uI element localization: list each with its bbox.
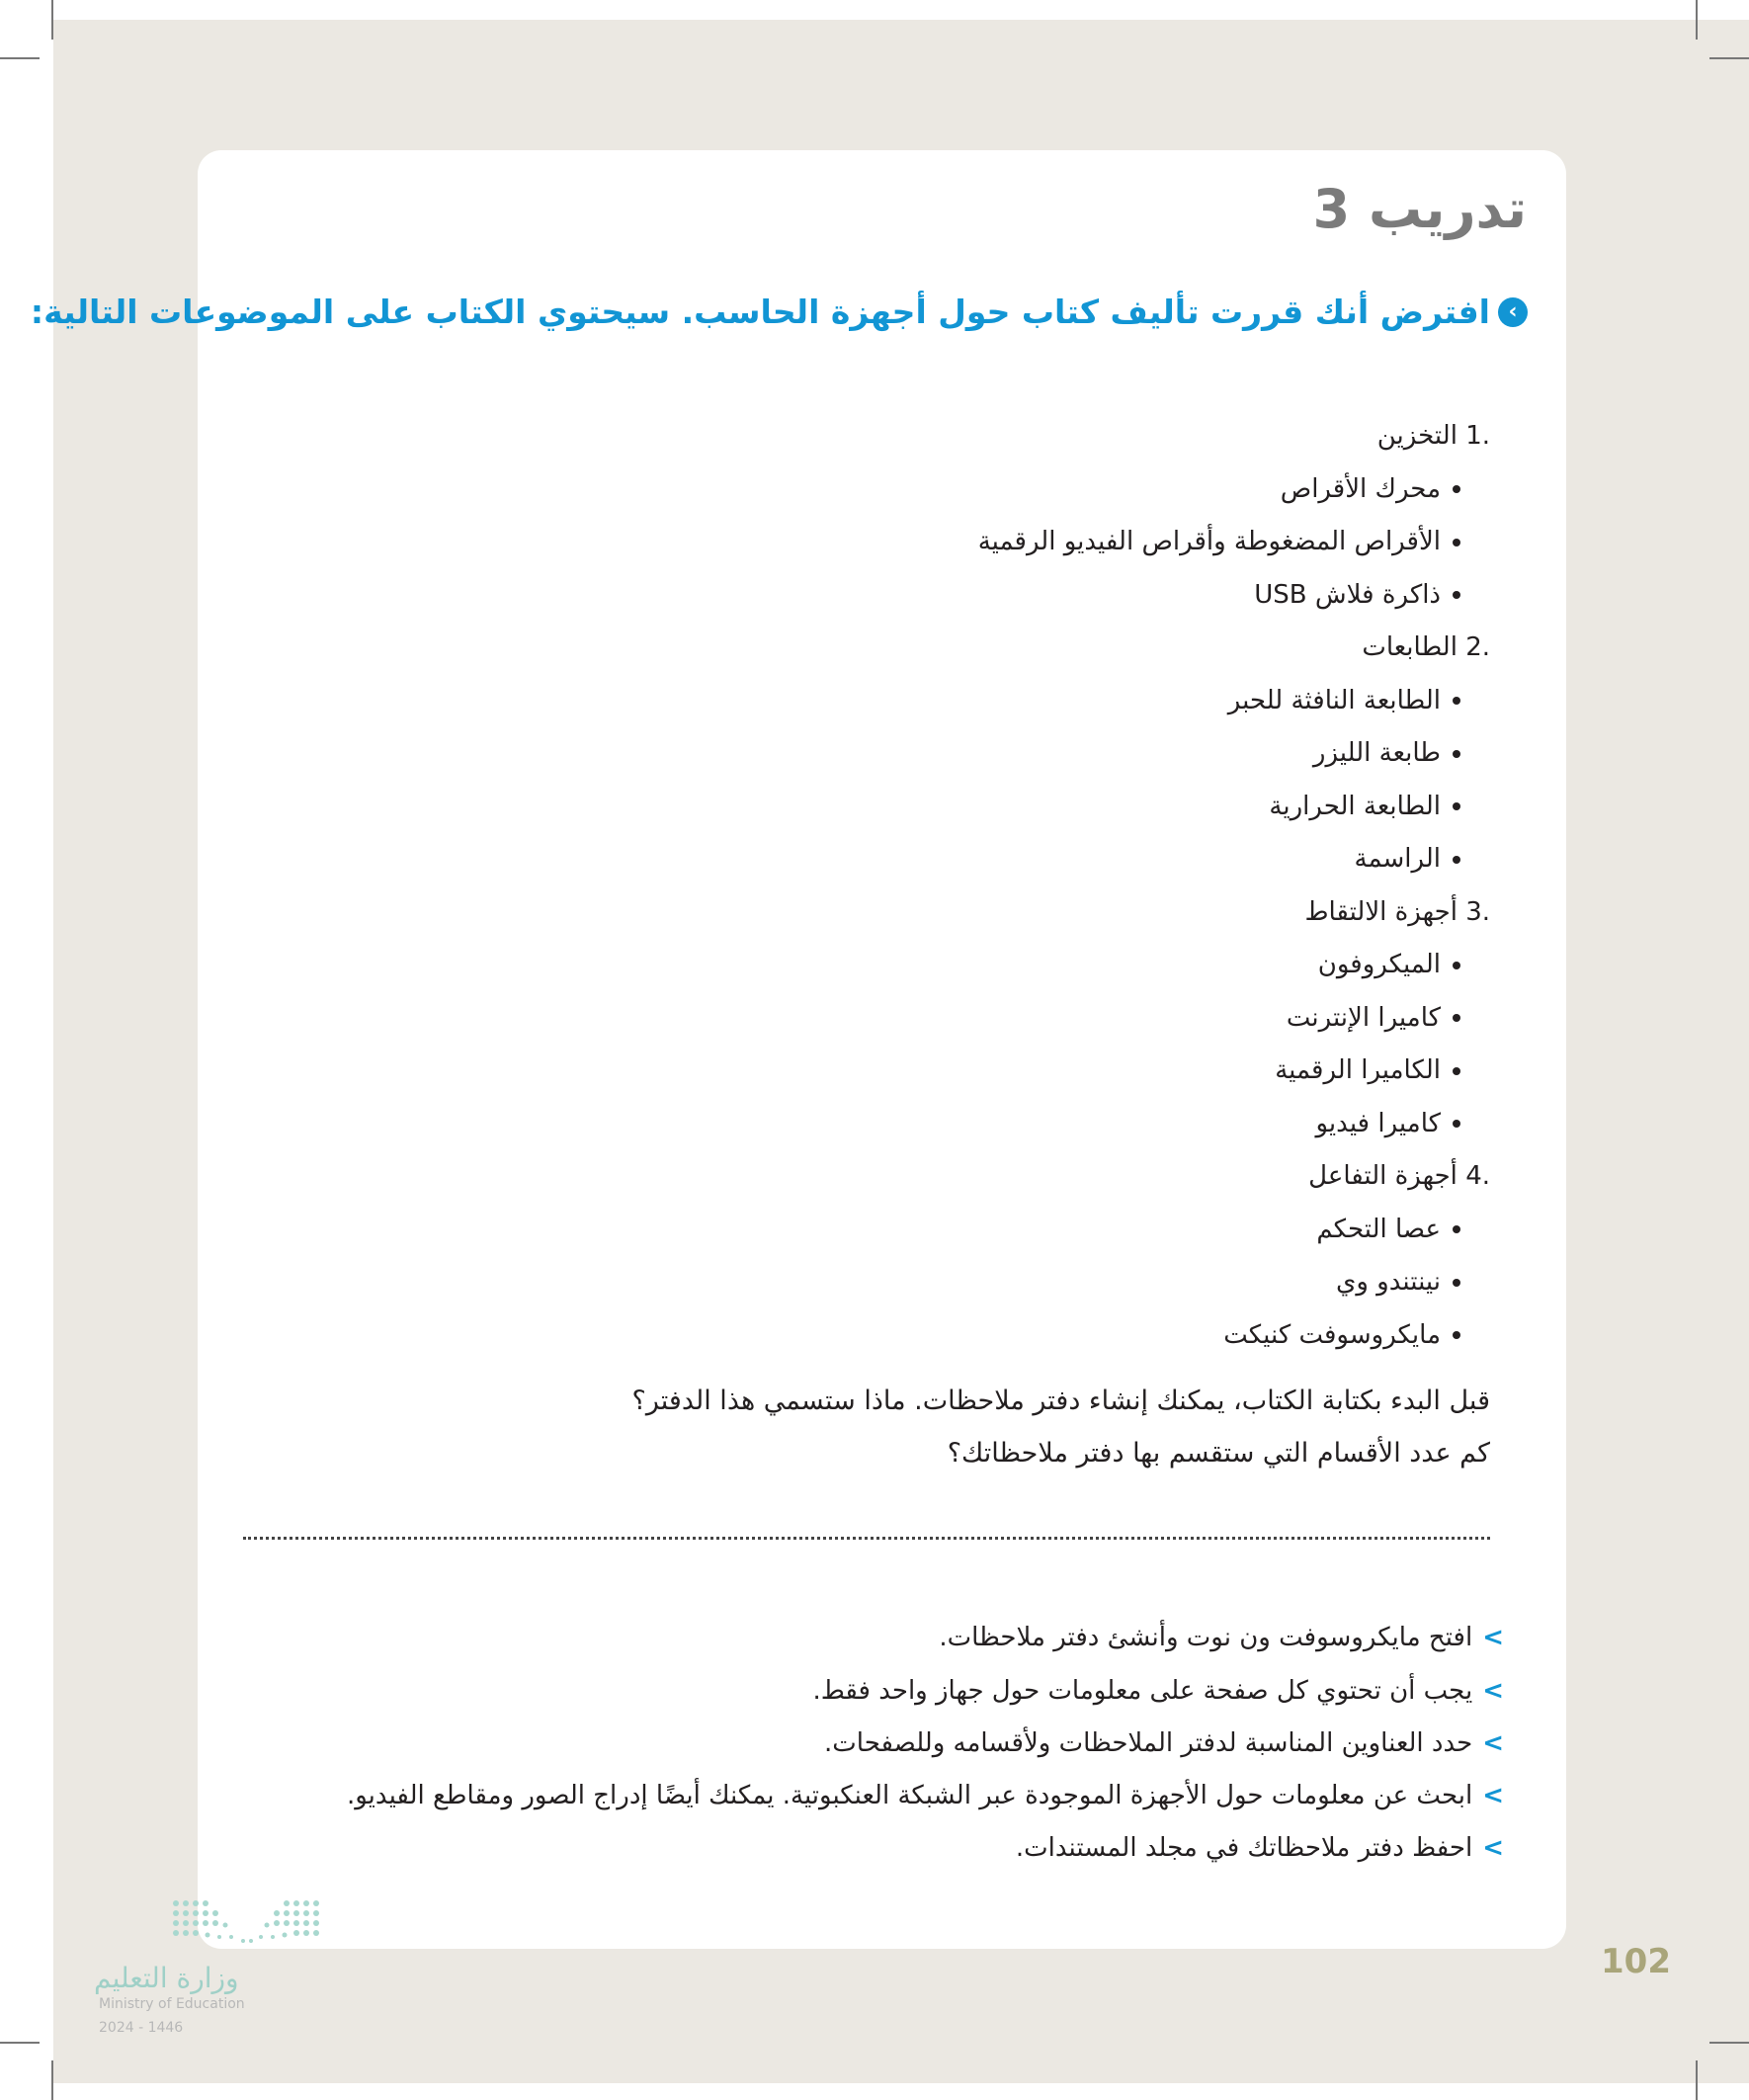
answer-line: [243, 1537, 1490, 1540]
bullet-icon: [1453, 697, 1460, 705]
bullet-icon: [1453, 1067, 1460, 1075]
arrow-icon: >: [1482, 1676, 1504, 1706]
page-number: 102: [1601, 1942, 1671, 1981]
chevron-left-icon: ‹: [1498, 297, 1528, 327]
topics-list: [601, 410, 1490, 1362]
crop-mark: [51, 2060, 53, 2100]
bullet-icon: [1453, 750, 1460, 758]
bullet-icon: [1453, 1014, 1460, 1022]
page-title: تدريب 3: [1312, 178, 1527, 240]
bullet-icon: [1453, 962, 1460, 969]
ministry-name-english: Ministry of Education: [99, 1996, 245, 2012]
bullet-icon: [1453, 539, 1460, 546]
topic-heading: 3. أجهزة الالتقاط: [1304, 896, 1490, 927]
step-item: >يجب أن تحتوي كل صفحة على معلومات حول جهاز واحد فقط.: [812, 1676, 1504, 1706]
list-item: الأقراص المضغوطة وأقراص الفيديو الرقمية: [601, 516, 1490, 569]
task-instruction: افترض أنك قررت تأليف كتاب حول أجهزة الحاسب. سيحتوي الكتاب على الموضوعات التالية:: [30, 293, 1490, 331]
bullet-icon: [1453, 1331, 1460, 1339]
question-text: قبل البدء بكتابة الكتاب، يمكنك إنشاء دفتر ملاحظات. ماذا ستسمي هذا الدفتر؟: [631, 1386, 1490, 1416]
arrow-icon: >: [1482, 1623, 1504, 1652]
bullet-icon: [1453, 1279, 1460, 1287]
bullet-icon: [1453, 856, 1460, 864]
step-item: >افتح مايكروسوفت ون نوت وأنشئ دفتر ملاحظات.: [939, 1623, 1504, 1652]
list-item: مايكروسوفت كنيكت: [601, 1309, 1490, 1363]
crop-mark: [0, 57, 40, 59]
crop-mark: [0, 2042, 40, 2044]
step-item: >حدد العناوين المناسبة لدفتر الملاحظات ولأقسامه وللصفحات.: [824, 1728, 1504, 1758]
list-item: نينتندو وي: [601, 1256, 1490, 1309]
crop-mark: [1709, 57, 1749, 59]
bullet-icon: [1453, 802, 1460, 810]
ministry-logo-icon: [168, 1895, 326, 1955]
bullet-icon: [1453, 1225, 1460, 1233]
question-text: كم عدد الأقسام التي ستقسم بها دفتر ملاحظاتك؟: [947, 1438, 1490, 1469]
edition-year: 2024 - 1446: [99, 2020, 184, 2036]
list-item: كاميرا فيديو: [601, 1098, 1490, 1151]
topic-heading: 2. الطابعات: [1362, 632, 1490, 662]
step-item: >احفظ دفتر ملاحظاتك في مجلد المستندات.: [1015, 1833, 1504, 1863]
bullet-icon: [1453, 591, 1460, 599]
list-item: الطابعة الحرارية: [601, 781, 1490, 834]
arrow-icon: >: [1482, 1833, 1504, 1863]
list-item: عصا التحكم: [601, 1204, 1490, 1257]
list-item: الطابعة النافثة للحبر: [601, 675, 1490, 728]
step-item: >ابحث عن معلومات حول الأجهزة الموجودة عبر الشبكة العنكبوتية. يمكنك أيضًا إدراج الصور ومقاطع الفيديو.: [346, 1781, 1504, 1810]
crop-mark: [51, 0, 53, 40]
list-item: الميكروفون: [601, 939, 1490, 992]
crop-mark: [1709, 2042, 1749, 2044]
arrow-icon: >: [1482, 1728, 1504, 1758]
list-item: الراسمة: [601, 833, 1490, 886]
list-item: طابعة الليزر: [601, 727, 1490, 781]
topic-heading: 4. أجهزة التفاعل: [1308, 1161, 1490, 1191]
crop-mark: [1696, 2060, 1698, 2100]
bullet-icon: [1453, 485, 1460, 493]
arrow-icon: >: [1482, 1781, 1504, 1810]
list-item: الكاميرا الرقمية: [601, 1045, 1490, 1098]
list-item: كاميرا الإنترنت: [601, 992, 1490, 1046]
bullet-icon: [1453, 1120, 1460, 1128]
ministry-name-arabic: وزارة التعليم: [94, 1962, 239, 1994]
list-item: ذاكرة فلاش USB: [601, 569, 1490, 623]
crop-mark: [1696, 0, 1698, 40]
topic-heading: 1. التخزين: [1376, 421, 1490, 451]
list-item: محرك الأقراص: [601, 463, 1490, 517]
